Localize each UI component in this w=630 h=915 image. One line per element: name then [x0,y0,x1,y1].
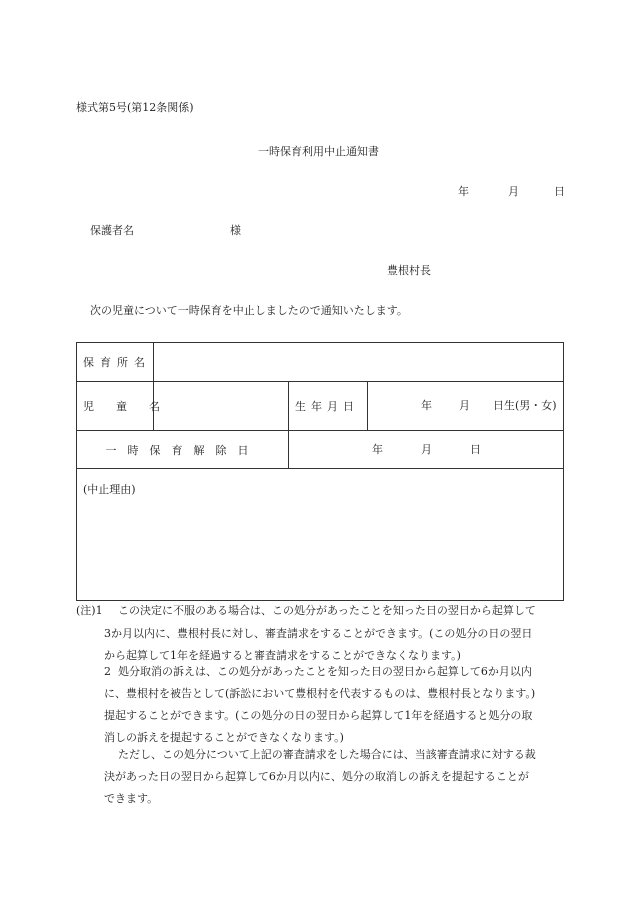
date-year-label: 年 [458,185,469,198]
note-1-line-1: この決定に不服のある場合は、この処分があったことを知った日の翌日から起算して [118,604,536,617]
guardian-suffix: 様 [230,224,241,237]
note-1-line-3: から起算して1年を経過すると審査請求をすることができなくなります。) [104,649,461,662]
date-month-label: 月 [508,185,519,198]
note-2-line-2: に、豊根村を被告として(訴訟において豊根村を代表するものは、豊根村長となります。) [104,687,536,700]
page-title: 一時保育利用中止通知書 [258,145,379,158]
note-2-marker: 2 [104,665,111,678]
date-day-label: 日 [554,185,565,198]
issuer-name: 豊根村長 [387,264,431,277]
nursery-value-cell [154,343,564,382]
note-2-line-5: ただし、この処分について上記の審査請求をした場合には、当該審査請求に対する裁 [118,748,536,761]
release-date-cell [289,431,564,469]
form-number: 様式第5号(第12条関係) [76,101,194,114]
nursery-label: 保育所名 [77,343,154,382]
note-2-line-7: できます。 [104,792,159,805]
birth-month-label: 月 [459,399,470,412]
note-1-line-2: 3か月以内に、豊根村長に対し、審査請求をすることができます。(この処分の日の翌日 [104,627,533,640]
child-label: 児童名 [77,382,154,431]
birth-day-sex: 日生(男・女) [493,399,557,412]
release-row [77,431,564,469]
note-2-line-1: 処分取消の訴えは、この処分があったことを知った日の翌日から起算して6か月以内 [118,665,532,678]
release-month-label: 月 [421,442,432,456]
note-2-line-3: 提起することができます。(この処分の日の翌日から起算して1年を経過すると処分の取 [104,709,533,722]
nursery-row [77,343,564,382]
note-1-marker: (注)1 [76,604,103,617]
note-2-line-4: 消しの訴えを提起することができなくなります。) [104,731,344,744]
release-label: 一時保育解除日 [77,431,289,469]
notice-form-table [76,342,564,601]
birth-label: 生年月日 [289,382,368,431]
birth-date-cell [368,382,564,431]
reason-row [77,469,564,601]
guardian-label: 保護者名 [90,224,134,237]
release-year-label: 年 [372,442,383,456]
note-2-line-6: 決があった日の翌日から起算して6か月以内に、処分の取消しの訴えを提起することが [104,770,529,783]
release-day-label: 日 [470,442,481,456]
reason-label: (中止理由) [77,469,564,601]
intro-text: 次の児童について一時保育を中止しましたので通知いたします。 [90,304,408,317]
child-row [77,382,564,431]
birth-year-label: 年 [421,399,432,412]
